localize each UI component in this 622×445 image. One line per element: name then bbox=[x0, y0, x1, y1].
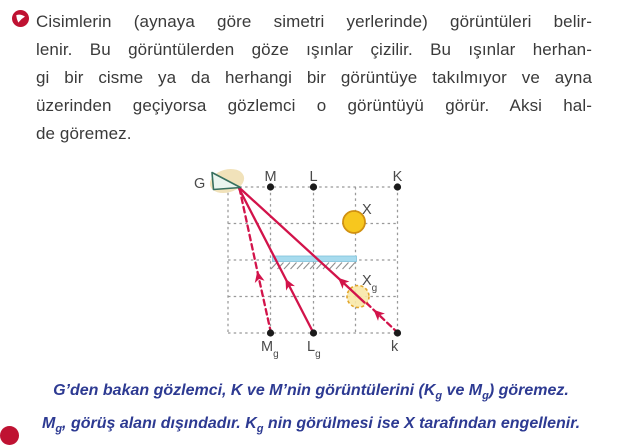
caption-text: ve M bbox=[442, 382, 483, 399]
label-Mg-sub: g bbox=[273, 349, 279, 360]
paragraph-line: de göremez. bbox=[36, 124, 132, 143]
caption-subscript: g bbox=[55, 423, 63, 435]
label-Mg-main: M bbox=[261, 339, 274, 355]
paragraph bbox=[36, 8, 592, 148]
ray-mg-dashed bbox=[240, 189, 272, 334]
caption-line-2 bbox=[0, 410, 622, 443]
label-K: K bbox=[392, 169, 403, 185]
point-Lg bbox=[310, 329, 317, 336]
next-bullet-icon bbox=[0, 426, 19, 445]
paragraph-line: gi bir cisme ya da herhangi bir görüntüye takılmıyor ve ayna bbox=[36, 68, 592, 87]
label-Lg-sub: g bbox=[315, 349, 321, 360]
label-Xg-main: X bbox=[362, 273, 372, 289]
label-M: M bbox=[264, 169, 277, 185]
red-play-bullet-glyph bbox=[12, 10, 29, 27]
label-k: k bbox=[391, 339, 399, 355]
label-Xg-sub: g bbox=[371, 283, 378, 294]
point-k bbox=[394, 329, 401, 336]
caption-text: , görüş alanı dışındadır. K bbox=[62, 415, 257, 432]
label-L: L bbox=[309, 169, 318, 185]
caption-subscript: g bbox=[482, 390, 489, 402]
caption-text: nin görülmesi ise X tarafından engellenir. bbox=[263, 415, 581, 432]
caption-text: ) göremez. bbox=[488, 382, 569, 399]
bullet-icon bbox=[12, 10, 29, 27]
caption bbox=[0, 377, 622, 443]
caption-subscript: g bbox=[435, 390, 443, 402]
caption-text: M bbox=[41, 415, 56, 432]
caption-text: G’den bakan gözlemci, K ve M’nin görüntülerini (K bbox=[53, 382, 436, 399]
label-Mg bbox=[261, 339, 279, 360]
ray-k-dashed-blocked bbox=[367, 304, 398, 334]
mirror-ray-diagram bbox=[180, 155, 442, 373]
paragraph-line: lenir. Bu görüntülerden göze ışınlar çizilir. Bu ışınlar herhan- bbox=[36, 40, 592, 59]
point-Mg bbox=[267, 329, 274, 336]
caption-subscript: g bbox=[256, 423, 264, 435]
rays bbox=[238, 187, 398, 334]
ray-xg-to-eye bbox=[238, 187, 365, 303]
paragraph-line: üzerinden geçiyorsa gözlemci o görüntüyü görür. Aksi hal- bbox=[36, 96, 592, 115]
caption-line-1 bbox=[0, 377, 622, 410]
label-X: X bbox=[362, 202, 372, 218]
label-Lg bbox=[307, 339, 321, 360]
label-G: G bbox=[194, 176, 206, 192]
label-Lg-main: L bbox=[307, 339, 316, 355]
paragraph-line: Cisimlerin (aynaya göre simetri yerlerinde) görüntüleri belir- bbox=[36, 12, 592, 31]
